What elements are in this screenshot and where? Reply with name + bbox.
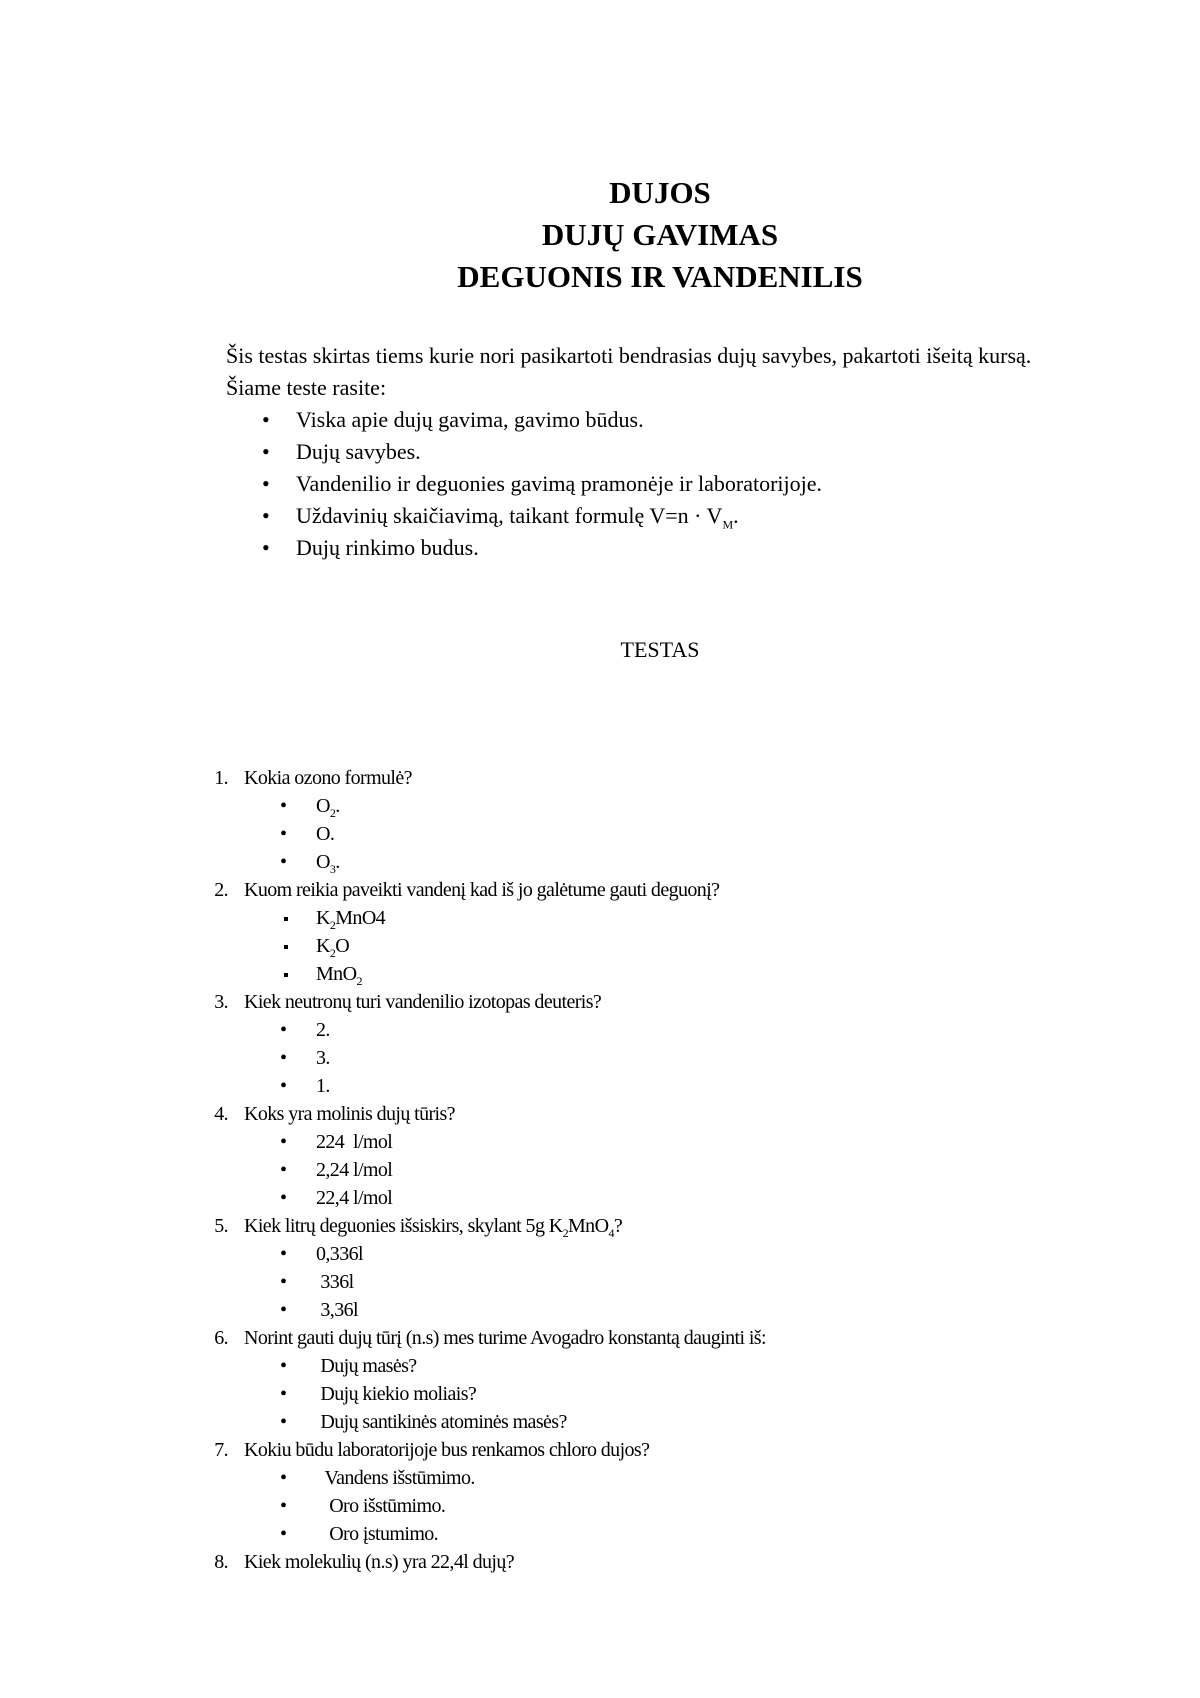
answer-option [280, 1492, 1100, 1520]
answer-option [280, 1156, 1100, 1184]
bullet-icon: • [280, 1523, 287, 1545]
feature-item: • Vandenilio ir deguonies gavimą pramonėje ir laboratorijoje. [262, 468, 1130, 500]
bullet-icon: • [280, 1187, 287, 1209]
question-text: Koks yra molinis dujų tūris? [244, 1103, 455, 1125]
question-text: Kiek neutronų turi vandenilio izotopas deuteris? [244, 991, 602, 1013]
feature-item: • Uždavinių skaičiavimą, taikant formulę $V=n \cdot V_M$. [262, 500, 1130, 532]
text-run: O. [316, 823, 335, 845]
answer-option [280, 1464, 1100, 1492]
answer-option [280, 960, 1100, 988]
question-number: 5. [214, 1215, 228, 1237]
bullet-icon: • [280, 1299, 287, 1321]
question-text: Kuom reikia paveikti vandenį kad iš jo galėtume gauti deguonį? [244, 879, 720, 901]
bullet-icon: • [262, 535, 270, 560]
answer-option [280, 1240, 1100, 1268]
question-item [200, 1548, 1100, 1576]
answer-option [280, 1352, 1100, 1380]
text-run: 22,4 l/mol [316, 1187, 393, 1209]
subscript: 2 [329, 946, 336, 960]
text-run: MnO [568, 1215, 609, 1237]
option-list [200, 1464, 1100, 1548]
section-heading: TESTAS [620, 637, 700, 662]
question-text: Kiek molekulių (n.s) yra 22,4l dujų? [244, 1551, 515, 1573]
intro-lead: Šiame teste rasite: [226, 375, 387, 400]
text-run: Vandens išstūmimo. [316, 1467, 475, 1489]
subscript: 2 [329, 918, 336, 932]
title-line-3: DEGUONIS IR VANDENILIS [457, 259, 863, 294]
bullet-icon: • [262, 503, 270, 528]
bullet-icon: • [280, 1411, 287, 1433]
intro-paragraph: Šis testas skirtas tiems kurie nori pasikartoti bendrasias dujų savybes, pakartoti išeitą kursą. [226, 343, 1032, 368]
bullet-icon: • [280, 1495, 287, 1517]
bullet-icon: • [280, 1271, 287, 1293]
answer-option [280, 1296, 1100, 1324]
option-list [200, 1128, 1100, 1212]
bullet-icon: • [262, 439, 270, 464]
text-run: Dujų santikinės atominės masės? [316, 1411, 567, 1433]
square-bullet-icon [284, 945, 288, 949]
feature-item: • Dujų rinkimo budus. [262, 532, 1130, 564]
text-run: K [316, 907, 330, 929]
feature-item: • Dujų savybes. [262, 436, 1130, 468]
text-run: Dujų kiekio moliais? [316, 1383, 477, 1405]
text-run: MnO [316, 963, 357, 985]
text-run: O [335, 935, 350, 957]
question-text [244, 1215, 623, 1240]
question-list [200, 764, 1100, 1576]
text-run: Kiek litrų deguonies išsiskirs, skylant 5g K [244, 1215, 563, 1237]
text-run: Oro išstūmimo. [316, 1495, 446, 1517]
bullet-icon: • [280, 1019, 287, 1041]
bullet-icon: • [280, 795, 287, 817]
text-run: K [316, 935, 330, 957]
text-run: Oro įstumimo. [316, 1523, 439, 1545]
bullet-icon: • [280, 1075, 287, 1097]
intro-section [170, 340, 1130, 564]
option-list [200, 1352, 1100, 1436]
answer-option [280, 1072, 1100, 1100]
bullet-icon: • [280, 1243, 287, 1265]
title-line-1: DUJOS [609, 175, 711, 210]
bullet-icon: • [262, 407, 270, 432]
question-item [200, 876, 1100, 904]
title-line-2: DUJŲ GAVIMAS [541, 217, 779, 252]
text-run: 0,336l [316, 1243, 363, 1265]
text-run: Dujų masės? [316, 1355, 417, 1377]
text-run: MnO4 [335, 907, 386, 929]
text-run: 1. [316, 1075, 330, 1097]
bullet-icon: • [280, 1047, 287, 1069]
question-text: Norint gauti dujų tūrį (n.s) mes turime Avogadro konstantą dauginti iš: [244, 1327, 766, 1349]
bullet-icon: • [280, 1131, 287, 1153]
text-run: . [335, 795, 340, 817]
subscript: 4 [608, 1226, 614, 1240]
question-item [200, 764, 1100, 792]
answer-option [280, 1184, 1100, 1212]
square-bullet-icon [284, 973, 288, 977]
question-item [200, 1212, 1100, 1240]
subscript: 3 [329, 862, 336, 876]
question-item [200, 1324, 1100, 1352]
answer-option [280, 1044, 1100, 1072]
question-item [200, 1436, 1100, 1464]
text-run: O [316, 851, 330, 873]
question-number: 7. [214, 1439, 228, 1461]
option-list [200, 1016, 1100, 1100]
answer-option [280, 1520, 1100, 1548]
document-titles [0, 172, 1200, 298]
answer-option [280, 1380, 1100, 1408]
question-number: 6. [214, 1327, 228, 1349]
question-text: Kokia ozono formulė? [244, 767, 412, 789]
option-list [200, 1240, 1100, 1324]
bullet-icon: • [280, 1383, 287, 1405]
square-bullet-icon [284, 917, 288, 921]
text-run: . [335, 851, 340, 873]
question-number: 8. [214, 1551, 228, 1573]
option-list [200, 904, 1100, 988]
subscript: 2 [562, 1226, 568, 1240]
text-run: 224 l/mol [316, 1131, 393, 1153]
bullet-icon: • [280, 1355, 287, 1377]
text-run: O [316, 795, 330, 817]
question-number: 4. [214, 1103, 228, 1125]
answer-option [280, 904, 1100, 932]
text-run: 2. [316, 1019, 330, 1041]
text-run: ? [613, 1215, 623, 1237]
question-number: 3. [214, 991, 228, 1013]
question-number: 1. [214, 767, 228, 789]
text-run: 2,24 l/mol [316, 1159, 393, 1181]
answer-option [280, 932, 1100, 960]
question-item [200, 988, 1100, 1016]
option-list [200, 792, 1100, 876]
bullet-icon: • [280, 1467, 287, 1489]
subscript: 2 [356, 974, 362, 988]
answer-option [280, 848, 1100, 876]
text-run: 3,36l [316, 1299, 358, 1321]
question-text: Kokiu būdu laboratorijoje bus renkamos chloro dujos? [244, 1439, 650, 1461]
feature-list [170, 404, 1130, 564]
answer-option [280, 1408, 1100, 1436]
answer-option [280, 792, 1100, 820]
answer-option [280, 820, 1100, 848]
question-number: 2. [214, 879, 228, 901]
bullet-icon: • [280, 823, 287, 845]
bullet-icon: • [280, 1159, 287, 1181]
feature-item: • Viska apie dujų gavima, gavimo būdus. [262, 404, 1130, 436]
subscript: 2 [329, 806, 336, 820]
text-run: 336l [316, 1271, 354, 1293]
bullet-icon: • [262, 471, 270, 496]
answer-option [280, 1128, 1100, 1156]
text-run: 3. [316, 1047, 330, 1069]
bullet-icon: • [280, 851, 287, 873]
question-item [200, 1100, 1100, 1128]
answer-option [280, 1016, 1100, 1044]
answer-option [280, 1268, 1100, 1296]
